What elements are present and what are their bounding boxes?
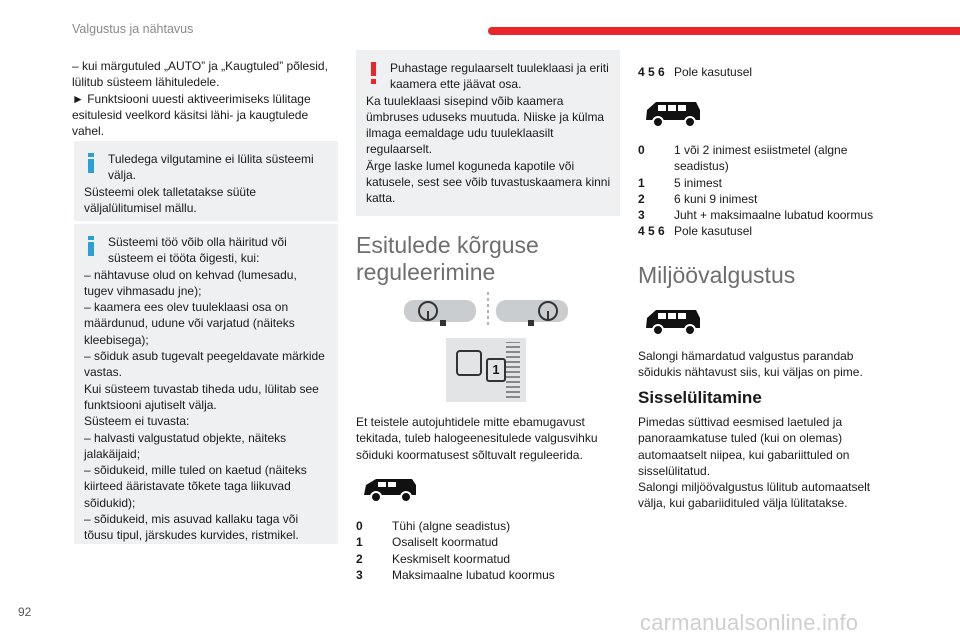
list-item: 1 5 inimest <box>638 175 723 190</box>
list-item: 3 Juht + maksimaalne lubatud koormus <box>638 208 874 223</box>
header-accent-bar <box>488 27 960 35</box>
height-dial[interactable]: 1 <box>486 358 506 382</box>
info-line: – nähtavuse olud on kehvad (lumesadu, tugev vihmasadu jne); <box>84 267 297 298</box>
warning-icon <box>370 62 378 86</box>
warning-lead: Puhastage regulaarselt tuuleklaasi ja eriti kaamera ette jäävat osa. <box>390 61 609 92</box>
list-item: 4 5 6 Pole kasutusel <box>638 65 753 79</box>
info-box <box>74 141 338 221</box>
warning-box <box>356 50 620 216</box>
info-text: Süsteemi olek talletatakse süüte väljalülitumisel mällu. <box>84 184 257 215</box>
page-number: 92 <box>18 605 32 619</box>
section-heading: Esitulede kõrguse reguleerimine <box>356 232 539 285</box>
info-line: – halvasti valgustatud objekte, näiteks jalakäijaid; <box>84 430 287 461</box>
info-line: Kui süsteem tuvastab tiheda udu, lülitab see funktsiooni ajutiselt välja. <box>84 381 319 412</box>
warning-line: Ka tuuleklaasi sisepind võib kaamera ümbruses uduseks muutuda. Niiske ja külma ilmaga eemaldage udu tuuleklaasilt regulaarselt. <box>366 93 605 157</box>
info-icon <box>84 236 98 256</box>
section-title: Valgustus ja nähtavus <box>72 22 194 36</box>
paragraph: ► Funktsiooni uuesti aktiveerimiseks lülitage esitulesid veelkord käsitsi lähi- ja kaugtulede vahel. <box>72 91 311 139</box>
dial-ridges <box>506 342 520 398</box>
minivan-icon <box>644 98 702 128</box>
list-item: 4 5 6 Pole kasutusel <box>638 224 753 239</box>
info-line: – sõiduk asub tugevalt peegeldavate märkide vastas. <box>84 349 325 380</box>
column-1 <box>72 58 340 139</box>
info-lead: Süsteemi töö võib olla häiritud või süsteem ei tööta õigesti, kui: <box>108 235 287 266</box>
warning-line: Ärge laske lumel koguneda kapotile või katusele, sest see võib tuvastuskaamera kinni katta. <box>366 158 611 206</box>
height-switch-panel <box>446 338 526 402</box>
headlamp-icon <box>456 350 482 376</box>
info-line: – sõidukeid, mille tuled on kaetud (näiteks kiirteed ääristavate tõkete taga liikuvad sõidukid); <box>84 463 307 510</box>
section-heading: Miljöövalgustus <box>638 262 796 288</box>
minivan-icon <box>644 306 702 336</box>
list-item: 0 Tühi (algne seadistus) <box>356 519 511 533</box>
watermark: carmanualsonline.info <box>640 610 859 635</box>
info-line: – kaamera ees olev tuuleklaasi osa on määrdunud, udune või varjatud (näiteks kleebisega); <box>84 300 295 347</box>
paragraph: Salongi hämardatud valgustus parandab sõidukis nähtavust siis, kui väljas on pime. <box>638 349 863 380</box>
van-icon <box>362 475 418 503</box>
list-item: 0 1 või 2 inimest esiistmetel (algne seadistus) <box>638 143 848 174</box>
paragraph: Et teistele autojuhtidele mitte ebamugavust tekitada, tuleb halogeenesitulede valgusvihku sõiduki koormatusest sõltuvalt reguleerida. <box>356 415 598 462</box>
paragraph: – kui märgutuled „AUTO” ja „Kaugtuled” põlesid, lülitub süsteem lähituledele. <box>72 59 328 90</box>
subheading: Sisselülitamine <box>638 388 762 407</box>
info-line: – sõidukeid, mis asuvad kallaku taga või tõusu tipul, järskudes kurvides, ristmikel. <box>84 512 299 543</box>
paragraph: Pimedas süttivad eesmised laetuled ja panoraamkatuse tuled (kui on olemas) automaatselt niipea, kui gabariittuled on sisselülitatud. <box>638 415 850 478</box>
list-item: 3 Maksimaalne lubatud koormus <box>356 567 555 582</box>
list-item: 2 6 kuni 9 inimest <box>638 191 758 206</box>
info-box <box>74 224 338 544</box>
info-lead: Tuledega vilgutamine ei lülita süsteemi välja. <box>108 152 314 183</box>
list-item: 1 Osaliselt koormatud <box>356 535 499 550</box>
paragraph: Salongi miljöövalgustus lülitub automaatselt välja, kui gabariidituled välja lülitatakse. <box>638 480 871 511</box>
info-icon <box>84 153 98 173</box>
info-line: Süsteem ei tuvasta: <box>84 414 190 429</box>
list-item: 2 Keskmiselt koormatud <box>356 551 511 566</box>
